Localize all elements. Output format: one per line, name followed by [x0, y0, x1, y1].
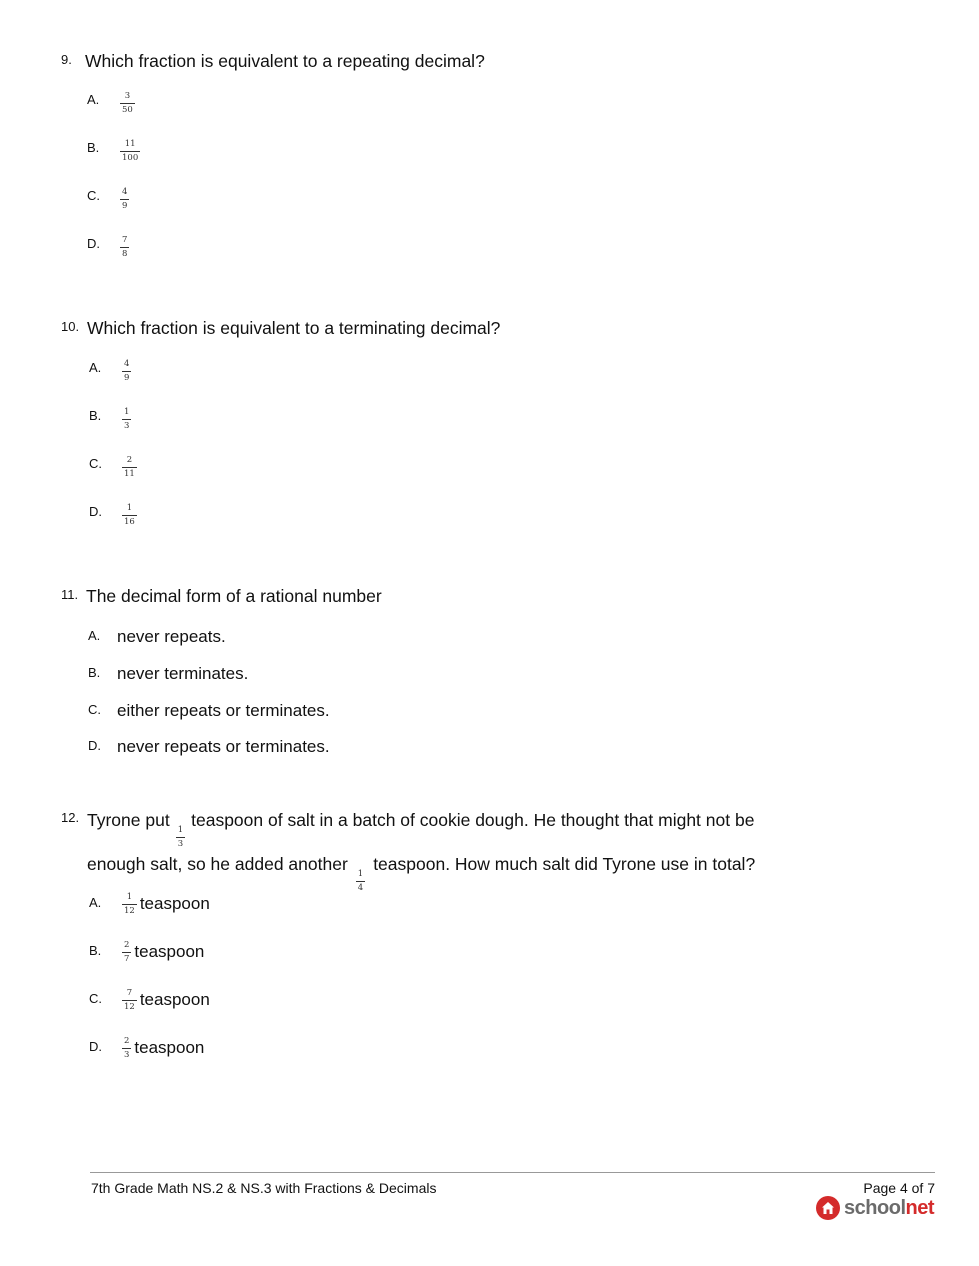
q12-text-part-1: Tyrone put	[87, 810, 170, 830]
q9-option-c-fraction[interactable]	[120, 188, 129, 210]
fraction-denominator: 11	[124, 468, 135, 479]
footer-divider	[90, 1172, 935, 1173]
q11-option-c-letter[interactable]: C.	[88, 702, 101, 717]
fraction-numerator: 3	[124, 91, 131, 101]
q9-option-c-letter[interactable]: C.	[87, 188, 100, 203]
fraction-denominator: 12	[124, 905, 135, 916]
fraction-numerator: 7	[126, 988, 133, 998]
fraction-numerator: 1	[177, 825, 184, 835]
q11-option-d-text[interactable]: never repeats or terminates.	[117, 737, 330, 756]
q12-option-d-fraction	[122, 1037, 131, 1059]
fraction-numerator: 1	[124, 407, 130, 417]
q12-option-a-letter[interactable]: A.	[89, 895, 102, 910]
q9-option-d-letter[interactable]: D.	[87, 236, 100, 251]
q10-option-d-letter[interactable]: D.	[89, 504, 102, 519]
fraction-numerator: 7	[122, 235, 128, 245]
fraction-denominator: 100	[122, 152, 139, 163]
q9-option-a-letter[interactable]: A.	[87, 92, 100, 107]
q10-option-b-letter[interactable]: B.	[89, 408, 102, 423]
logo-text-net: net	[905, 1196, 934, 1219]
q12-option-b-fraction	[122, 941, 131, 963]
fraction-numerator: 2	[124, 1036, 130, 1046]
q9-option-b-fraction[interactable]	[120, 140, 140, 162]
fraction-denominator: 4	[357, 882, 364, 893]
house-icon	[816, 1196, 840, 1220]
q9-option-b-letter[interactable]: B.	[87, 140, 100, 155]
q12-option-b[interactable]	[122, 941, 204, 963]
footer-page-number: Page 4 of 7	[863, 1180, 935, 1196]
q12-option-b-text: teaspoon	[134, 942, 205, 961]
q12-option-b-letter[interactable]: B.	[89, 943, 102, 958]
fraction-denominator: 8	[122, 248, 128, 259]
q12-option-d-text: teaspoon	[134, 1038, 205, 1057]
q12-option-c-letter[interactable]: C.	[89, 991, 102, 1006]
question-9-number: 9.	[61, 52, 72, 67]
q12-inline-fraction-2	[356, 870, 365, 892]
fraction-numerator: 1	[126, 892, 133, 902]
logo-wordmark	[844, 1197, 934, 1220]
fraction-denominator: 7	[124, 953, 130, 964]
q9-option-d-fraction[interactable]	[120, 236, 129, 258]
fraction-numerator: 1	[126, 503, 133, 513]
q12-option-a-text: teaspoon	[139, 894, 210, 913]
fraction-denominator: 9	[122, 200, 128, 211]
fraction-denominator: 12	[124, 1001, 135, 1012]
fraction-denominator: 3	[124, 1049, 130, 1060]
question-11-number: 11.	[61, 587, 79, 602]
question-12-number: 12.	[61, 810, 80, 825]
q11-option-d-letter[interactable]: D.	[88, 738, 101, 753]
q10-option-a-letter[interactable]: A.	[89, 360, 102, 375]
q12-text-part-3: enough salt, so he added another	[87, 854, 348, 874]
q11-option-b-letter[interactable]: B.	[88, 665, 101, 680]
q12-option-d[interactable]	[122, 1037, 204, 1059]
fraction-numerator: 2	[126, 455, 133, 465]
question-10-text: Which fraction is equivalent to a terminating decimal?	[87, 318, 501, 338]
q10-option-b-fraction[interactable]	[122, 408, 131, 430]
question-12-text	[87, 804, 807, 892]
fraction-denominator: 50	[122, 104, 133, 115]
fraction-numerator: 4	[124, 359, 130, 369]
q12-text-part-4: teaspoon. How much salt did Tyrone use in total?	[373, 854, 756, 874]
logo-text-school: school	[844, 1196, 906, 1219]
fraction-numerator: 11	[124, 139, 136, 149]
fraction-numerator: 4	[122, 187, 128, 197]
question-11-text: The decimal form of a rational number	[86, 586, 382, 606]
question-12-line-1	[87, 804, 807, 848]
q11-option-a-letter[interactable]: A.	[88, 628, 101, 643]
question-10-number: 10.	[61, 319, 80, 334]
q11-option-a-text[interactable]: never repeats.	[117, 627, 226, 646]
footer-title: 7th Grade Math NS.2 & NS.3 with Fractions & Decimals	[91, 1180, 437, 1196]
q12-option-c[interactable]	[122, 989, 210, 1011]
q12-option-d-letter[interactable]: D.	[89, 1039, 102, 1054]
q11-option-b-text[interactable]: never terminates.	[117, 664, 249, 683]
fraction-denominator: 3	[177, 838, 184, 849]
fraction-denominator: 16	[124, 516, 135, 527]
fraction-denominator: 3	[124, 420, 130, 431]
q10-option-a-fraction[interactable]	[122, 360, 131, 382]
q12-inline-fraction-1	[176, 826, 185, 848]
fraction-numerator: 2	[124, 940, 130, 950]
fraction-denominator: 9	[124, 372, 130, 383]
q12-option-a-fraction	[122, 893, 137, 915]
q10-option-c-fraction[interactable]	[122, 456, 137, 478]
question-12-line-2	[87, 848, 807, 892]
q12-text-part-2: teaspoon of salt in a batch of cookie dough. He thought that might not be	[191, 810, 755, 830]
question-9-text: Which fraction is equivalent to a repeating decimal?	[85, 51, 485, 71]
q10-option-c-letter[interactable]: C.	[89, 456, 102, 471]
schoolnet-logo	[816, 1196, 934, 1220]
q12-option-c-text: teaspoon	[139, 990, 210, 1009]
q12-option-c-fraction	[122, 989, 137, 1011]
q9-option-a-fraction[interactable]	[120, 92, 135, 114]
q10-option-d-fraction[interactable]	[122, 504, 137, 526]
fraction-numerator: 1	[357, 869, 364, 879]
q11-option-c-text[interactable]: either repeats or terminates.	[117, 701, 330, 720]
q12-option-a[interactable]	[122, 893, 210, 915]
